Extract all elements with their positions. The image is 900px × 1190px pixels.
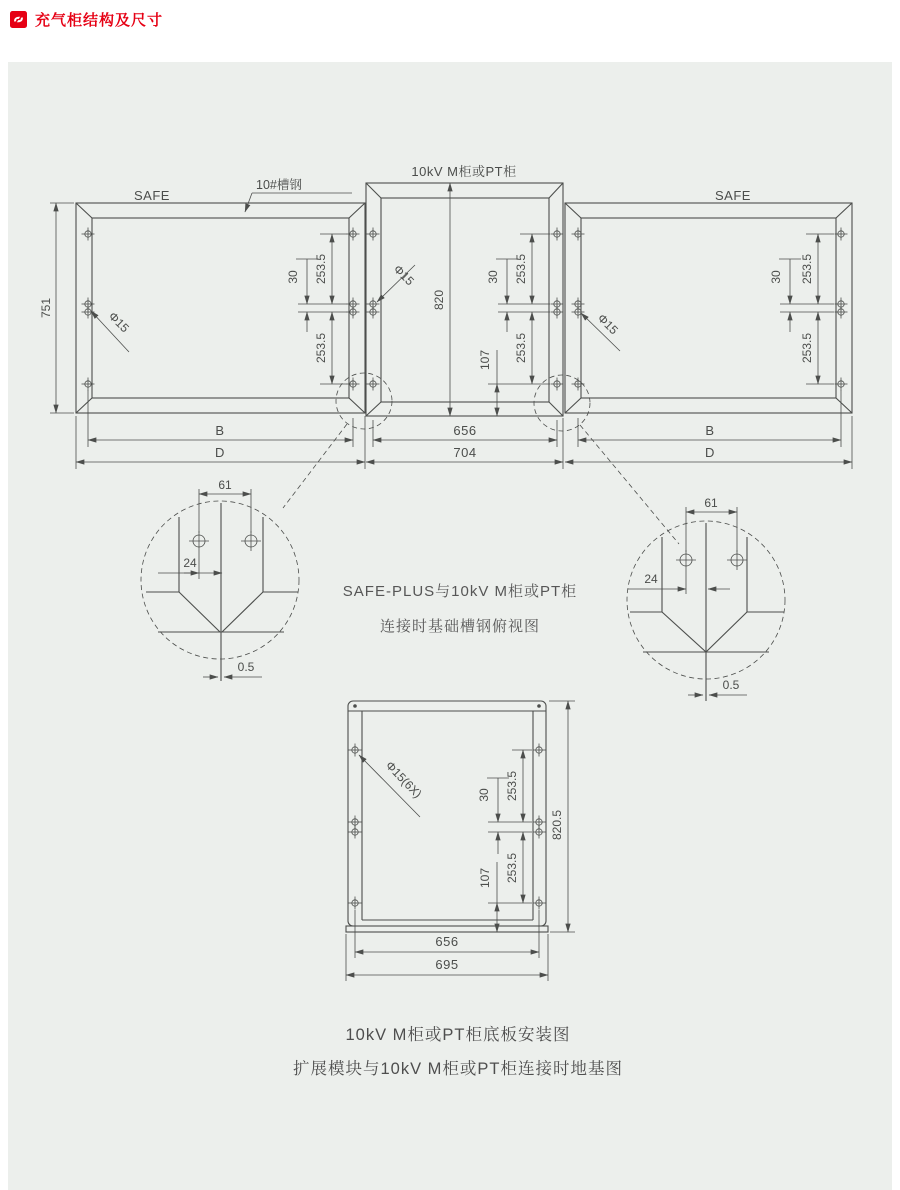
dim-2535: 253.5 (514, 253, 528, 285)
dim-61-left: 61 (218, 478, 232, 492)
phi15-6x-callout (359, 755, 425, 817)
center-cabinet (366, 164, 564, 416)
detail-caption-line2: 连接时基础槽钢俯视图 (379, 618, 541, 635)
dim-2535: 253.5 (505, 770, 519, 802)
dim-656-plate: 656 (435, 934, 459, 949)
phi15-6x-label: Φ15(6X) (382, 758, 425, 801)
dim-2535: 253.5 (800, 253, 814, 285)
dim-2535: 253.5 (314, 253, 328, 285)
dim-8205: 820.5 (550, 809, 564, 841)
bottom-plate-view (346, 701, 575, 981)
page-title: 充气柜结构及尺寸 (35, 12, 164, 29)
dim-30: 30 (286, 270, 300, 284)
dim-61-right: 61 (704, 496, 718, 510)
dim-chain-center (478, 234, 550, 416)
dim-chain-right-frame (769, 234, 834, 384)
dim-2535: 253.5 (505, 852, 519, 884)
bottom-captions (293, 1025, 623, 1078)
right-safe-frame (565, 188, 852, 413)
safe-label-right: SAFE (715, 188, 751, 203)
channel-steel-label: 10#槽钢 (256, 178, 302, 192)
dim-107: 107 (478, 867, 492, 889)
dim-2535: 253.5 (514, 332, 528, 364)
dim-B-left: B (215, 423, 225, 438)
center-cabinet-label: 10kV M柜或PT柜 (411, 164, 517, 179)
dim-656: 656 (453, 423, 477, 438)
phi15-label-left: Φ15 (105, 309, 132, 336)
detail-view-right (627, 496, 785, 701)
junction-markers (283, 373, 679, 544)
phi15-callout-right (581, 311, 621, 351)
detail-captions (343, 582, 577, 635)
dim-30: 30 (477, 788, 491, 802)
dim-24-left: 24 (183, 556, 197, 570)
assembly-top-view (39, 164, 852, 544)
dim-chain-left-frame (286, 234, 347, 384)
dim-2535: 253.5 (800, 332, 814, 364)
dim-751: 751 (39, 297, 53, 319)
detail-view-left (141, 478, 299, 681)
dim-B-right: B (705, 423, 715, 438)
phi15-label-center: Φ15 (390, 262, 417, 289)
safe-label-left: SAFE (134, 188, 170, 203)
dim-2535: 253.5 (314, 332, 328, 364)
dim-plate-height (549, 701, 575, 932)
left-safe-frame (76, 188, 365, 413)
phi15-label-right: Φ15 (594, 311, 621, 338)
dim-30: 30 (769, 270, 783, 284)
detail-caption-line1: SAFE-PLUS与10kV M柜或PT柜 (342, 583, 578, 600)
dim-820: 820 (432, 289, 446, 311)
dim-frame-height (39, 203, 74, 413)
dim-695-plate: 695 (435, 957, 459, 972)
phi15-callout-center (377, 262, 417, 302)
phi15-callout-left (91, 309, 132, 352)
dim-30: 30 (486, 270, 500, 284)
bottom-caption-line1: 10kV M柜或PT柜底板安装图 (345, 1026, 571, 1044)
dim-chain-plate (477, 750, 532, 932)
dim-D-right: D (705, 445, 715, 460)
dim-plate-widths (346, 910, 548, 981)
dim-24-right: 24 (644, 572, 658, 586)
channel-steel-callout (245, 177, 352, 212)
dim-107: 107 (478, 349, 492, 371)
dim-cabinet-height (432, 183, 450, 416)
dim-05-right: 0.5 (722, 678, 740, 692)
dim-05-left: 0.5 (237, 660, 255, 674)
dim-704: 704 (453, 445, 477, 460)
bottom-caption-line2: 扩展模块与10kV M柜或PT柜连接时地基图 (292, 1060, 624, 1078)
dim-D-left: D (215, 445, 225, 460)
